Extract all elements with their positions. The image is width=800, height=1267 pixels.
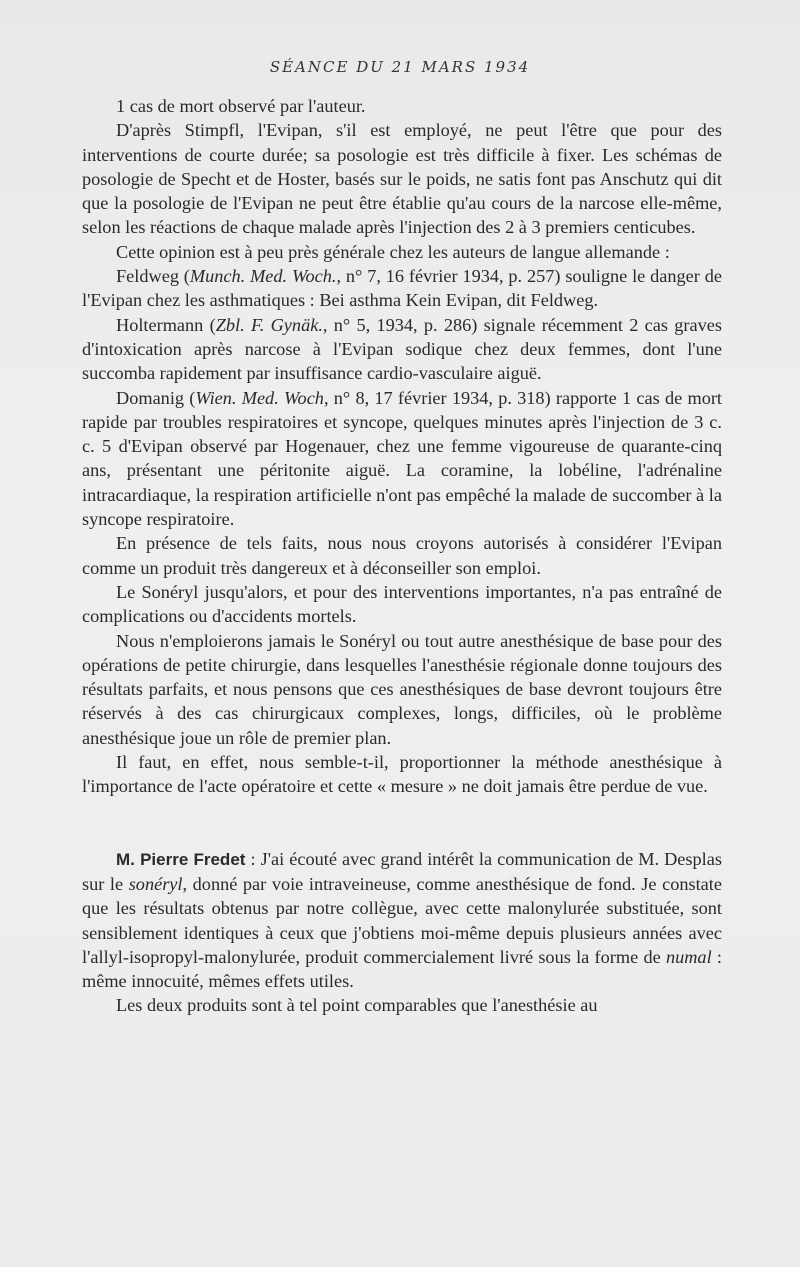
citation-rest: , n° 7, 16 février 1934, p. 257) souligne le danger de l'Evipan chez les asthmatiques : Bei asthma Kein Evipan, dit Feldweg. (82, 266, 722, 311)
journal-title: Munch. Med. Woch. (189, 266, 337, 287)
paragraph: Nous n'emploierons jamais le Sonéryl ou tout autre anesthésique de base pour des opérations de petite chirurgie, dans lesquelles l'anesthésie régionale donne toujours des résultats parfaits, et nous pensons que ces anesthésiques de base devront toujours être réservés à des cas chirurgicaux complexes, longs, difficiles, où le problème anesthésique joue un rôle de premier plan. (82, 630, 722, 748)
paragraph: 1 cas de mort observé par l'auteur. (116, 96, 366, 116)
paragraph: Cette opinion est à peu près générale chez les auteurs de langue allemande : (116, 241, 670, 262)
journal-title: Zbl. F. Gynäk. (215, 314, 323, 335)
paragraph: En présence de tels faits, nous nous croyons autorisés à considérer l'Evipan comme un produit très dangereux et à déconseiller son emploi. (82, 533, 722, 578)
drug-name: sonéryl (128, 873, 183, 894)
intervention-text: , donné par voie intraveineuse, comme anesthésique de fond. Je constate que les résultats obtenus par notre collègue, avec cette malonylurée substituée, sont sensiblement identiques à ceux que j'obtiens moi-même depuis plusieurs années avec l'allyl-isopropyl-malonylurée, produit commercialement livré sous la forme de (82, 873, 722, 967)
citation-lead: Holtermann ( (116, 314, 216, 335)
section-gap (82, 799, 722, 847)
paragraph-citation (82, 264, 722, 313)
citation-lead: Domanig ( (116, 387, 196, 408)
paragraph-citation (82, 313, 722, 386)
intervention-text: : même innocuité, mêmes effets utiles. (82, 946, 722, 992)
citation-rest: , n° 8, 17 février 1934, p. 318) rapporte 1 cas de mort rapide par troubles respiratoires et syncope, quelques minutes après l'injection de 3 c. c. 5 d'Evipan observé par Hogenauer, chez une femme vigoureuse de quarante-cinq ans, présentant une péritonite aiguë. La coramine, la lobéline, l'adrénaline intracardiaque, la respiration artificielle n'ont pas empêché la malade de succomber à la syncope respiratoire. (82, 387, 722, 530)
citation-lead: Feldweg ( (116, 266, 190, 287)
paragraph: Il faut, en effet, nous semble-t-il, proportionner la méthode anesthésique à l'importance de l'acte opératoire et cette « mesure » ne doit jamais être perdue de vue. (82, 752, 722, 797)
body-text (82, 94, 722, 1018)
drug-name: numal (665, 946, 712, 967)
intervention-paragraph (82, 847, 722, 994)
citation-rest: , n° 5, 1934, p. 286) signale récemment 2 cas graves d'intoxication après narcose à l'Evipan sodique chez deux femmes, dont l'une succomba rapidement par insuffisance cardio-vasculaire aiguë. (82, 314, 722, 384)
paragraph: Les deux produits sont à tel point comparables que l'anesthésie au (116, 995, 598, 1016)
paragraph: D'après Stimpfl, l'Evipan, s'il est employé, ne peut l'être que pour des interventions de courte durée; sa posologie est très difficile à fixer. Les schémas de posologie de Specht et de Hoster, basés sur le poids, ne satis font pas Anschutz qui dit que la posologie de l'Evipan ne peut être établie qu'au cours de la narcose elle-même, selon les réactions de chaque malade après l'injection des 2 à 3 premiers centicubes. (82, 120, 722, 238)
paragraph: Le Sonéryl jusqu'alors, et pour des interventions importantes, n'a pas entraîné de complications ou d'accidents mortels. (82, 581, 722, 627)
speaker-name: M. Pierre Fredet (116, 849, 246, 869)
journal-title: Wien. Med. Woch (195, 387, 324, 408)
intervention-text: : J'ai écouté avec grand intérêt la communication de M. Desplas sur le (82, 848, 722, 894)
running-title: SÉANCE DU 21 MARS 1934 (269, 58, 531, 76)
paragraph-citation (82, 386, 722, 532)
